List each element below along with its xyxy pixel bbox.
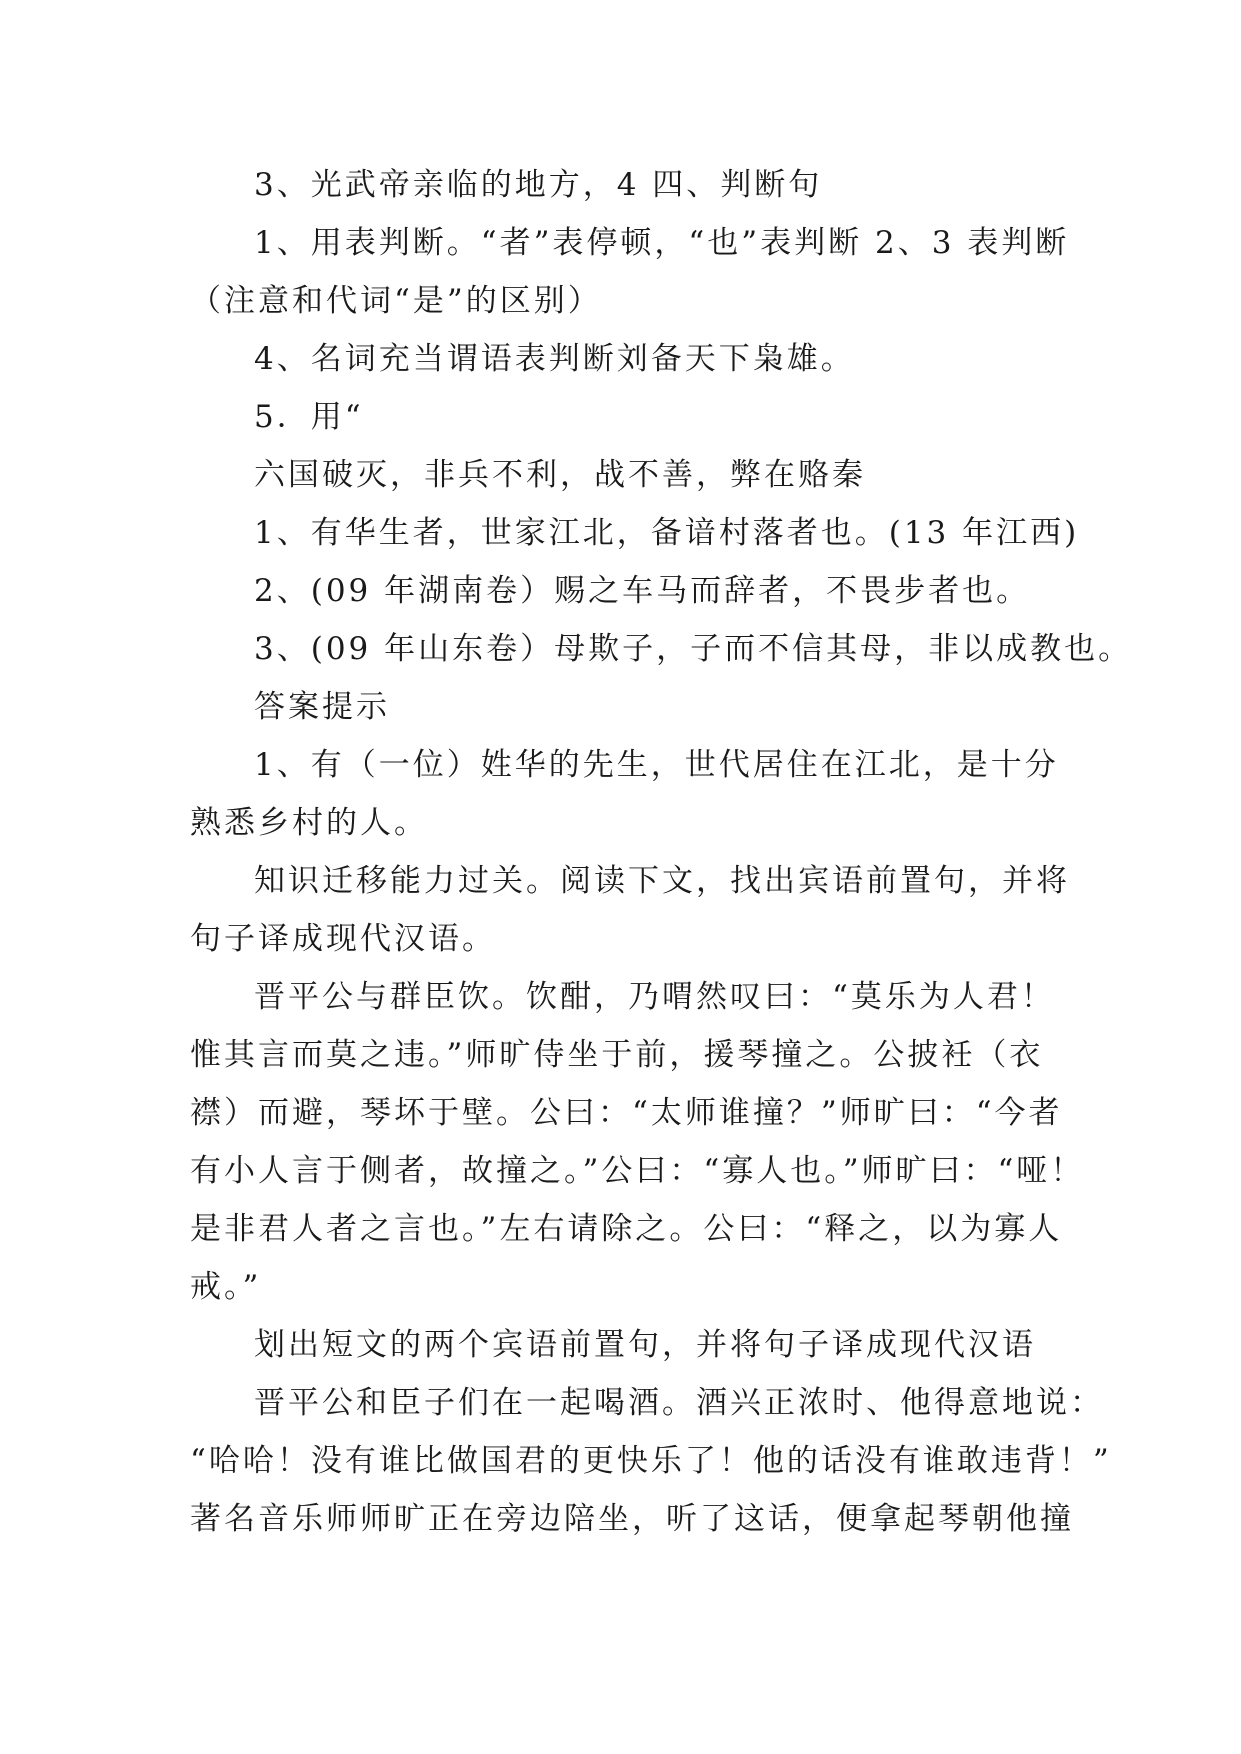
text-line: “哈哈！没有谁比做国君的更快乐了！他的话没有谁敢违背！”	[190, 1443, 1112, 1479]
text-line: 3、(09 年山东卷）母欺子，子而不信其母，非以成教也。	[254, 631, 1133, 667]
text-line: 4、名词充当谓语表判断刘备天下枭雄。	[254, 341, 855, 377]
text-line: （注意和代词“是”的区别）	[190, 283, 602, 319]
text-line: 划出短文的两个宾语前置句，并将句子译成现代汉语	[254, 1327, 1036, 1363]
text-line: 句子译成现代汉语。	[190, 921, 496, 957]
document-body	[190, 156, 1133, 1548]
text-line: 1、有华生者，世家江北，备谙村落者也。(13 年江西)	[254, 515, 1080, 551]
text-line: 熟悉乡村的人。	[190, 805, 428, 841]
text-line: 晋平公与群臣饮。饮酣，乃喟然叹曰：“莫乐为人君！	[254, 979, 1055, 1015]
text-line: 1、有（一位）姓华的先生，世代居住在江北，是十分	[254, 747, 1059, 783]
text-line: 2、(09 年湖南卷）赐之车马而辞者，不畏步者也。	[254, 573, 1031, 609]
text-line: 3、光武帝亲临的地方，4 四、判断句	[254, 167, 823, 203]
text-line: 惟其言而莫之违。”师旷侍坐于前，援琴撞之。公披衽（衣	[190, 1037, 1044, 1073]
text-line: 戒。”	[190, 1269, 262, 1305]
text-line: 5．用“	[254, 399, 364, 435]
text-line: 有小人言于侧者，故撞之。”公曰：“寡人也。”师旷曰：“哑！	[190, 1153, 1085, 1189]
text-line: 知识迁移能力过关。阅读下文，找出宾语前置句，并将	[254, 863, 1070, 899]
text-line: 1、用表判断。“者”表停顿，“也”表判断 2、3 表判断	[254, 225, 1070, 261]
text-line: 是非君人者之言也。”左右请除之。公曰：“释之，以为寡人	[190, 1211, 1063, 1247]
text-line: 晋平公和臣子们在一起喝酒。酒兴正浓时、他得意地说：	[254, 1385, 1104, 1421]
text-line: 六国破灭，非兵不利，战不善，弊在赂秦	[254, 457, 866, 493]
text-line: 答案提示	[254, 689, 390, 725]
text-line: 襟）而避，琴坏于壁。公曰：“太师谁撞？”师旷曰：“今者	[190, 1095, 1063, 1131]
text-line: 著名音乐师师旷正在旁边陪坐，听了这话，便拿起琴朝他撞	[190, 1501, 1074, 1537]
